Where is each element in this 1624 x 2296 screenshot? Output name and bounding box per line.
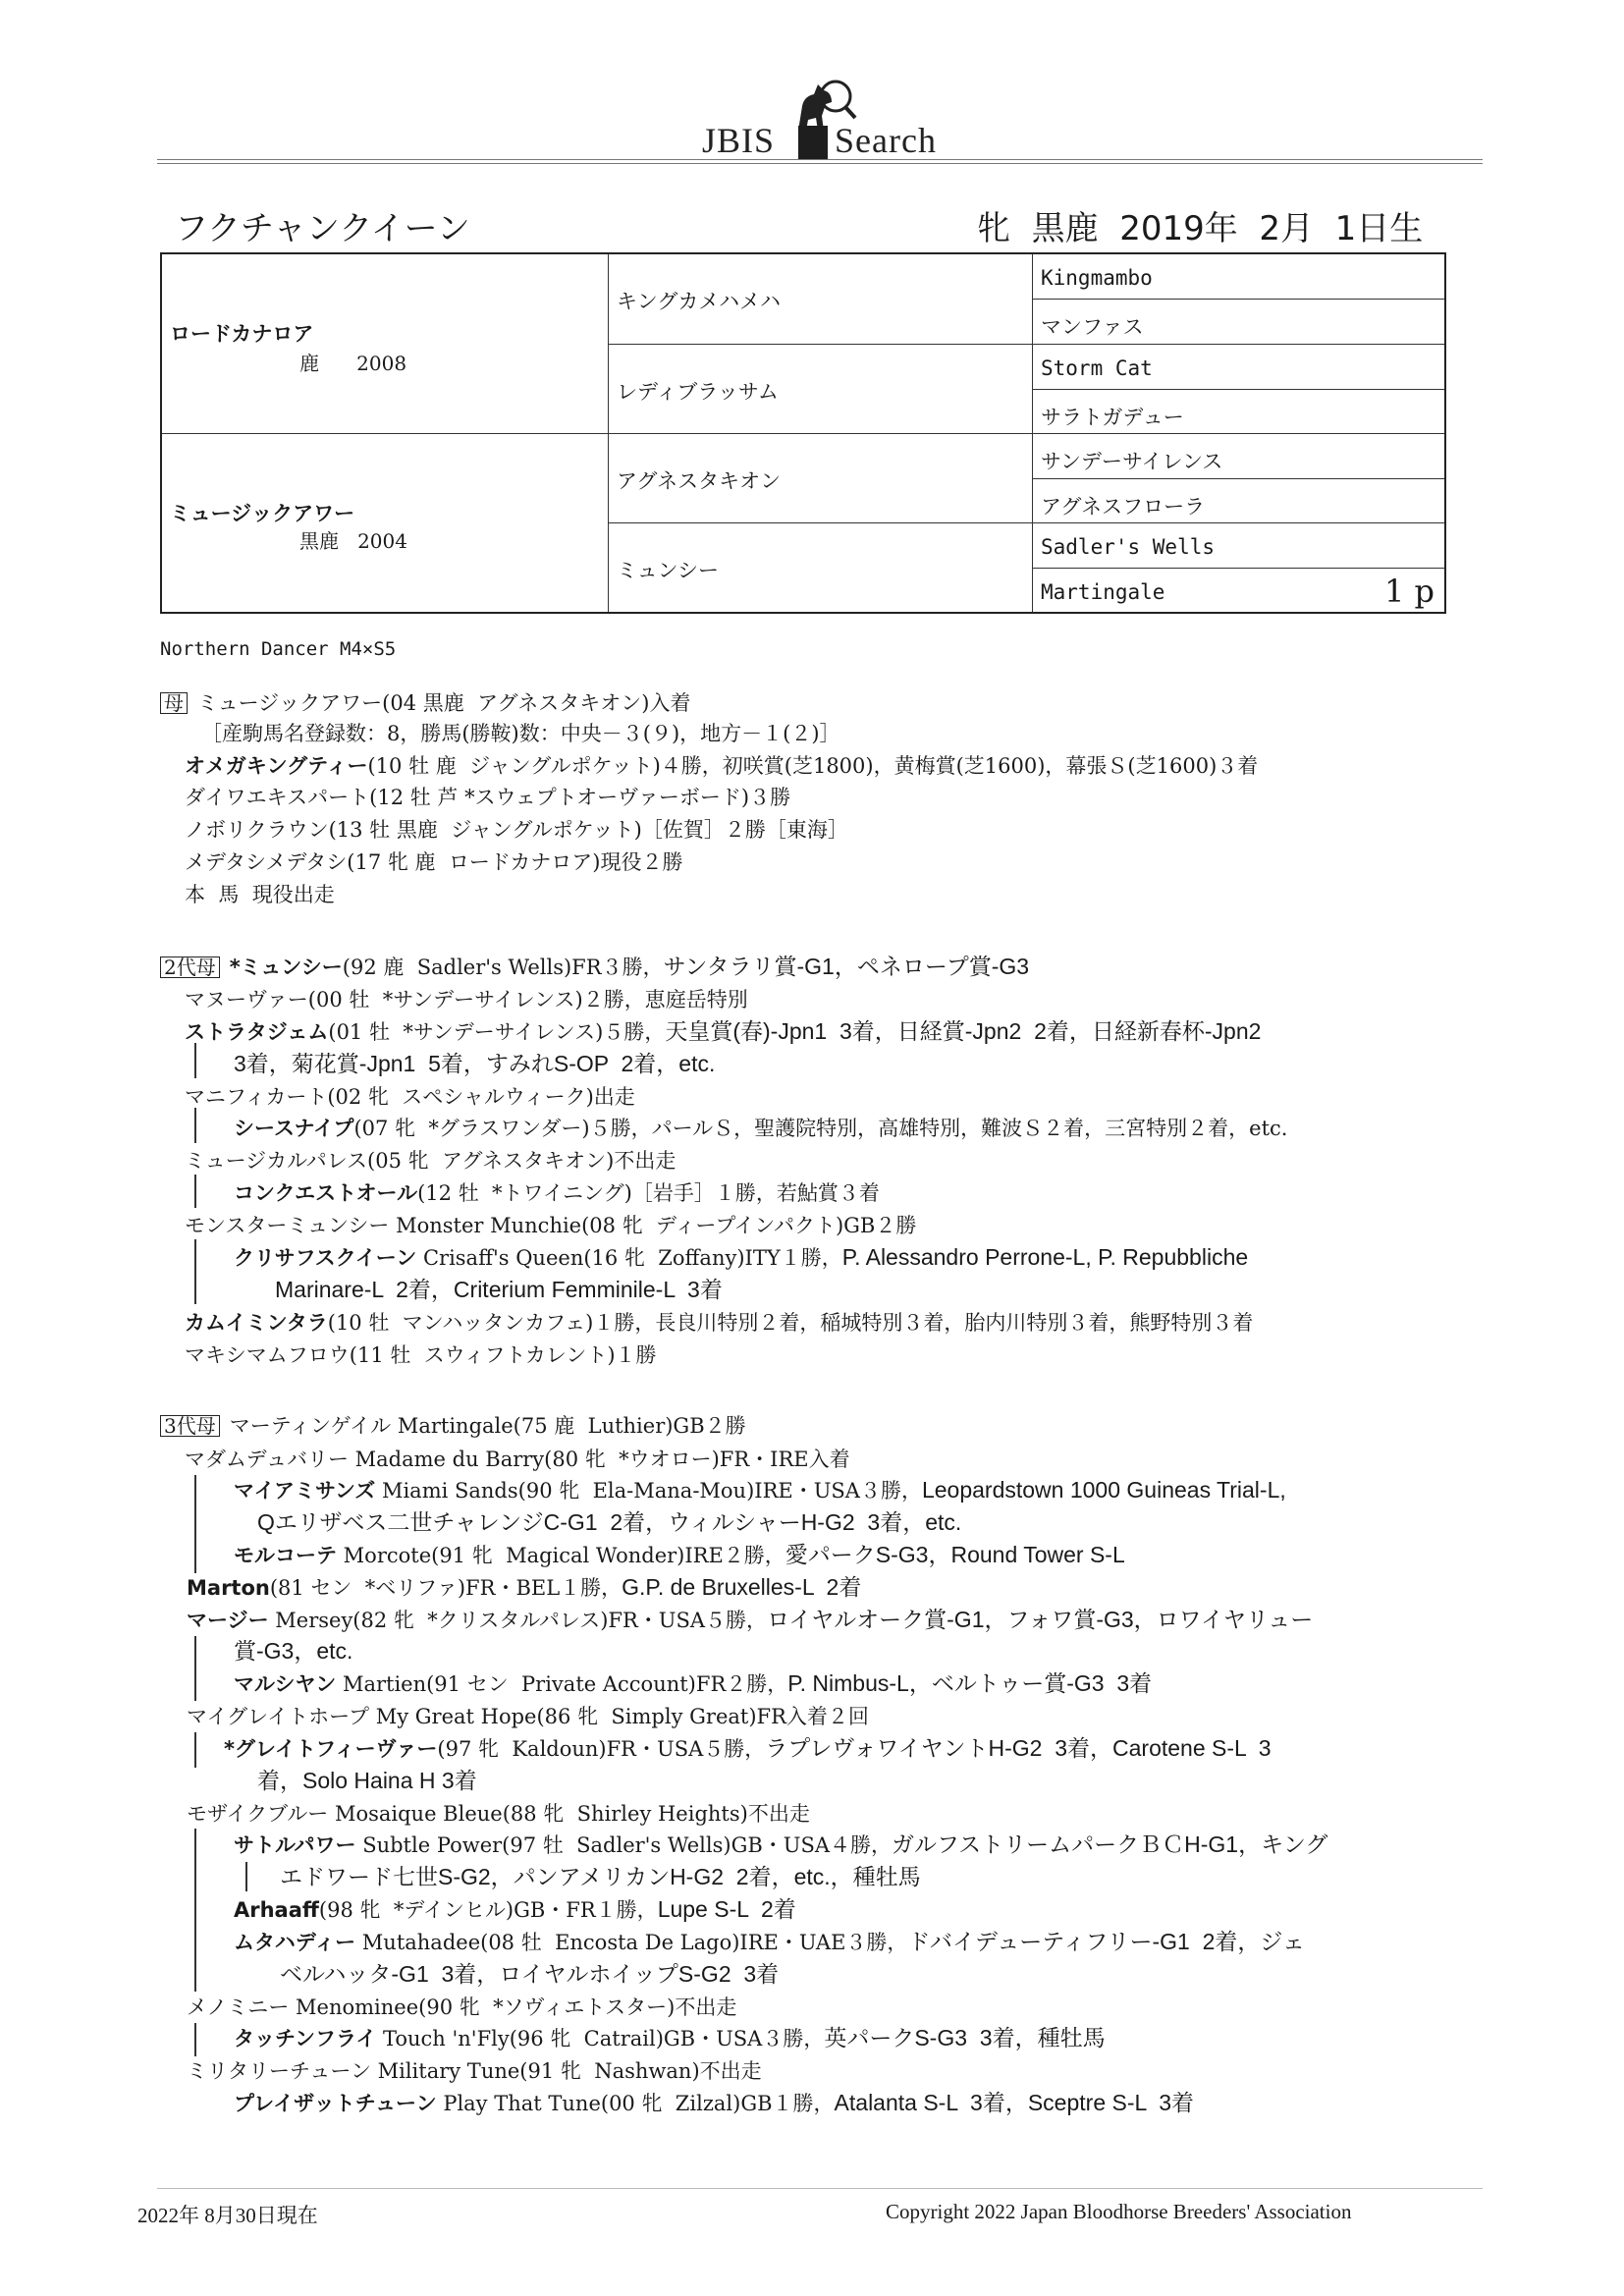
offspring-line: Marinare-L 2着，Criterium Femminile-L 3着 [275,1277,723,1302]
inbreeding-note: Northern Dancer M4×S5 [160,638,397,660]
offspring-line: 賞-G3，etc. [234,1638,353,1664]
offspring-name: オメガキングティー [185,754,368,778]
g3-name: サラトガデュー [1041,406,1184,429]
sire-name: ロードカナロア [170,322,314,346]
offspring-line: 本 馬 現役出走 [185,883,335,906]
offspring-line: Marton(81 セン *ベリファ)FR・BEL１勝，G.P. de Bruxelles-L 2着 [187,1574,862,1600]
offspring-line: モザイクブルー Mosaique Bleue(88 牝 Shirley Heights)不出走 [187,1802,810,1826]
horse-name: フクチャンクイーン [175,209,470,248]
offspring-line: マヌーヴァー(00 牡 *サンデーサイレンス)２勝，恵庭岳特別 [185,988,748,1011]
offspring-line: メデタシメデタシ(17 牝 鹿 ロードカナロア)現役２勝 [185,850,683,874]
g2-name: アグネスタキオン [617,469,782,493]
g3-name: マンファス [1041,315,1144,339]
logo-jbis-text: JBIS [702,121,776,160]
offspring-line: マダムデュバリー Madame du Barry(80 牝 *ウオロー)FR・IRE入着 [185,1448,850,1471]
offspring-line: シースナイプ(07 牝 *グラスワンダー)５勝，パールＳ，聖護院特別，高雄特別，難波Ｓ２着，三宮特別２着，etc. [234,1117,1288,1140]
offspring-line: ミリタリーチューン Military Tune(91 牝 Nashwan)不出走 [187,2059,762,2083]
horse-info: 牝 黒鹿 2019年 2月 1日生 [977,209,1424,248]
g2-name: レディブラッサム [617,380,779,404]
offspring-line: コンクエストオール(12 牡 *トワイニング)［岩手］１勝，若鮎賞３着 [234,1181,880,1205]
lineage-bar [194,1636,196,1701]
offspring-line: 3着，菊花賞-Jpn1 5着，すみれS-OP 2着，etc. [234,1051,716,1076]
offspring-line: ダイワエキスパート(12 牡 芦 *スウェプトオーヴァーボード)３勝 [185,786,791,809]
lineage-bar [194,1732,196,1768]
lineage-bar [194,1239,196,1304]
offspring-line: エドワード七世S-G2，パンアメリカンH-G2 2着，etc.，種牡馬 [280,1864,921,1889]
header-rule [157,159,1483,160]
lineage-bar [194,1175,196,1208]
pedigree-dam-cell [162,434,609,612]
pedigree-sire-cell [162,254,609,434]
offspring-line: マージー Mersey(82 牝 *クリスタルパレス)FR・USA５勝，ロイヤルオーク賞-G1，フォワ賞-G3，ロワイヤリュー [187,1607,1314,1632]
g2-name: キングカメハメハ [617,290,781,313]
offspring-line: マイグレイトホープ My Great Hope(86 牝 Simply Great)FR入着２回 [187,1705,869,1728]
pedigree-g2-cell [609,434,1033,523]
pedigree-g3-cell [1033,254,1444,300]
lineage-bar [194,1043,196,1078]
dam-title-text: ミュージックアワー(04 黒鹿 アグネスタキオン)入着 [197,691,691,715]
dam-stats: ［産駒馬名登録数：8，勝馬(勝鞍)数：中央－３(９)，地方－１(２)］ [201,722,840,745]
dam-name: ミュージックアワー [170,502,355,525]
offspring-line: オメガキングティー(10 牡 鹿 ジャングルポケット)４勝，初咲賞(芝1800)，黄梅賞(芝1600)，幕張Ｓ(芝1600)３着 [185,754,1259,778]
dam-title [160,692,690,714]
dam-label: 母 [160,692,188,714]
offspring-line: マキシマムフロウ(11 牡 スウィフトカレント)１勝 [185,1343,657,1367]
g3-name: Kingmambo [1041,266,1153,290]
header-rule-2 [157,163,1483,164]
offspring-line: カムイミンタラ(10 牡 マンハッタンカフェ)１勝，長良川特別２着，稲城特別３着，胎内川特別３着，熊野特別３着 [185,1311,1254,1335]
g3-name: Sadler's Wells [1041,535,1216,559]
pedigree-g3-cell [1033,434,1444,479]
pedigree-g2-cell [609,523,1033,612]
lineage-bar [194,2023,196,2056]
dam-detail: 黒鹿 2004 [299,529,407,553]
jbis-search-logo [702,69,938,162]
pedigree-table [160,252,1446,614]
g3-name: Martingale [1041,580,1165,604]
g3-name: アグネスフローラ [1041,495,1206,519]
logo-box [798,126,828,159]
logo-search-text: Search [835,121,937,160]
pedigree-g3-cell [1033,390,1444,434]
offspring-line: プレイザットチューン Play That Tune(00 牝 Zilzal)GB１勝，Atalanta S-L 3着，Sceptre S-L 3着 [234,2090,1195,2115]
lineage-bar [194,1108,196,1143]
offspring-line: サトルパワー Subtle Power(97 牡 Sadler's Wells)GB・USA４勝，ガルフストリームパークＢＣH-G1，キング [234,1831,1328,1857]
pedigree-g3-cell [1033,569,1444,612]
page-number: 1 p [1383,573,1435,610]
offspring-line: 着，Solo Haina H 3着 [257,1768,477,1793]
sire-detail: 鹿 2008 [299,352,407,375]
pedigree-g2-cell [609,345,1033,434]
offspring-line: Arhaaff(98 牝 *デインヒル)GB・FR１勝，Lupe S-L 2着 [234,1896,796,1922]
pedigree-g2-cell [609,254,1033,345]
footer-copyright: Copyright 2022 Japan Bloodhorse Breeders' Association [886,2200,1352,2223]
footer-date: 2022年 8月30日現在 [137,2204,318,2227]
pedigree-g3-cell [1033,345,1444,390]
pedigree-g3-cell [1033,300,1444,345]
offspring-line: メノミニー Menominee(90 牝 *ソヴィエトスター)不出走 [187,1995,737,2019]
lineage-bar [194,1475,196,1573]
lineage-bar [194,1829,196,1992]
g2-name: ミュンシー [617,559,720,582]
pedigree-g3-cell [1033,523,1444,569]
offspring-line: ベルハッタ-G1 3着，ロイヤルホイップS-G2 3着 [280,1961,780,1987]
lineage-bar [245,1862,247,1891]
offspring-line: マニフィカート(02 牝 スペシャルウィーク)出走 [185,1085,635,1109]
second-dam-title: 2代母 *ミュンシー(92 鹿 Sadler's Wells)FR３勝，サンタラリ賞-G1，ペネロープ賞-G3 [160,956,1029,978]
offspring-line: ムタハディー Mutahadee(08 牡 Encosta De Lago)IRE・UAE３勝，ドバイデューティフリー-G1 2着，ジェ [234,1929,1305,1954]
footer-rule [157,2188,1483,2189]
offspring-line: マルシヤン Martien(91 セン Private Account)FR２勝，P. Nimbus-L，ベルトゥー賞-G3 3着 [234,1670,1153,1696]
offspring-line: ミュージカルパレス(05 牝 アグネスタキオン)不出走 [185,1149,677,1173]
offspring-line: モンスターミュンシー Monster Munchie(08 牝 ディープインパクト)GB２勝 [185,1214,917,1237]
offspring-line: タッチンフライ Touch 'n'Fly(96 牝 Catrail)GB・USA３勝，英パークS-G3 3着，種牡馬 [234,2025,1106,2050]
offspring-line: Qエリザベス二世チャレンジC-G1 2着，ウィルシャーH-G2 3着，etc. [257,1509,962,1535]
g3-name: サンデーサイレンス [1041,450,1223,473]
offspring-line: ストラタジェム(01 牡 *サンデーサイレンス)５勝，天皇賞(春)-Jpn1 3着，日経賞-Jpn2 2着，日経新春杯-Jpn2 [185,1018,1262,1044]
g3-name: Storm Cat [1041,356,1153,380]
second-dam-label: 2代母 [160,957,220,978]
offspring-line: *グレイトフィーヴァー(97 牝 Kaldoun)FR・USA５勝，ラプレヴォワイヤントH-G2 3着，Carotene S-L 3 [224,1735,1272,1761]
offspring-line: モルコーテ Morcote(91 牝 Magical Wonder)IRE２勝，愛パークS-G3，Round Tower S-L [234,1542,1125,1567]
third-dam-title: 3代母 マーティンゲイル Martingale(75 鹿 Luthier)GB２勝 [160,1415,746,1437]
pedigree-g3-cell [1033,479,1444,523]
offspring-line: クリサフスクイーン Crisaff's Queen(16 牝 Zoffany)ITY１勝，P. Alessandro Perrone-L, P. Repubbliche [234,1244,1249,1270]
offspring-line: ノボリクラウン(13 牡 黒鹿 ジャングルポケット)［佐賀］２勝［東海］ [185,818,848,842]
third-dam-label: 3代母 [160,1415,220,1437]
offspring-line: マイアミサンズ Miami Sands(90 牝 Ela-Mana-Mou)IRE・USA３勝，Leopardstown 1000 Guineas Trial-L, [234,1477,1286,1503]
